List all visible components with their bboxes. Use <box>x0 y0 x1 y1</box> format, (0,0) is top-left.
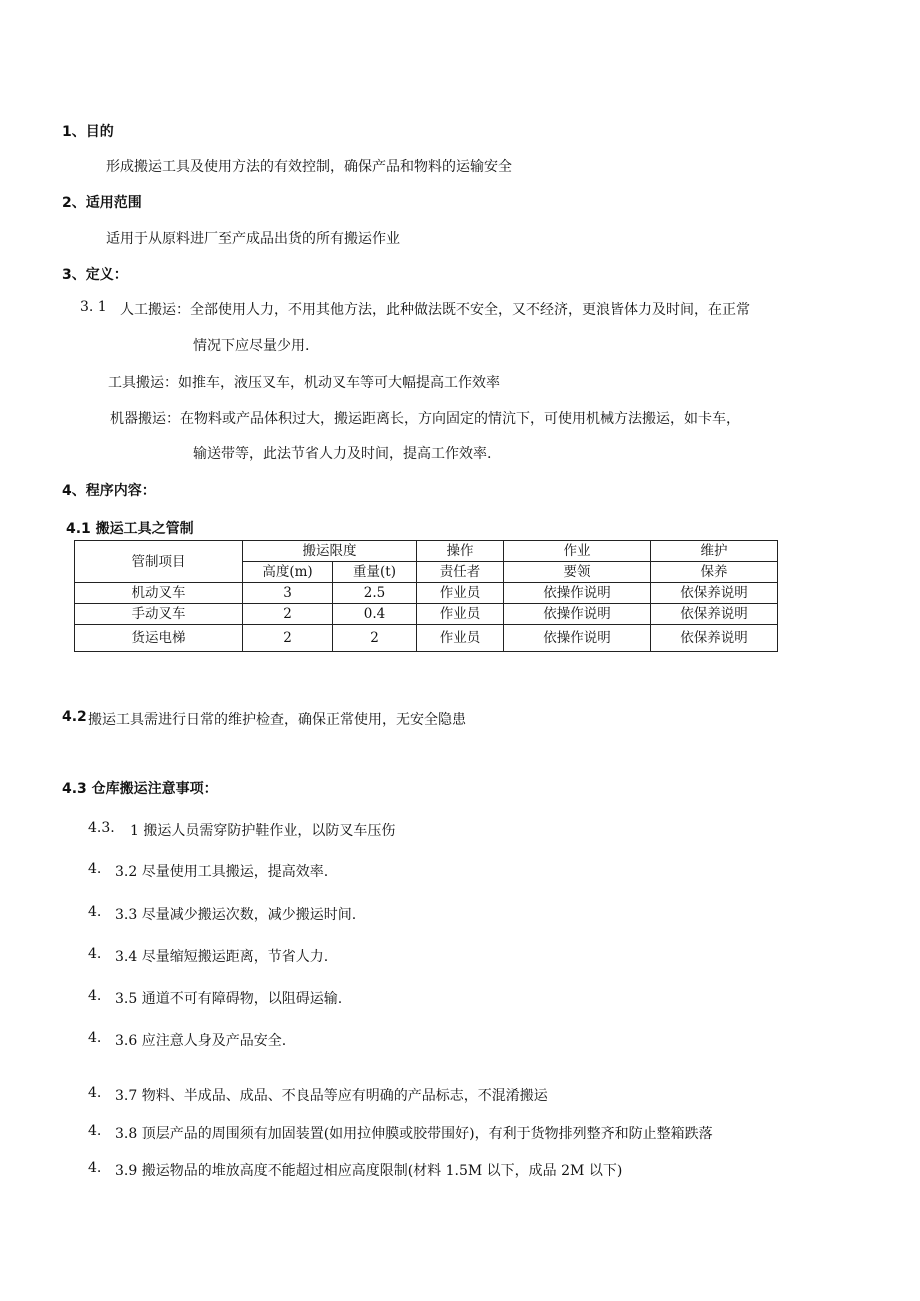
row-maint: 依保养说明 <box>651 583 778 604</box>
note-text: 3.4 尽量缩短搬运距离，节省人力. <box>115 949 329 965</box>
row-weight: 2.5 <box>333 583 417 604</box>
note-number: 4. <box>88 1085 102 1101</box>
definition-machine-line2: 输送带等，此法节省人力及时间，提高工作效率. <box>193 446 492 462</box>
section-4-title: 4、程序内容： <box>62 483 156 499</box>
section-3-title: 3、定义： <box>62 267 128 283</box>
section-2-body: 适用于从原料进厂至产成品出货的所有搬运作业 <box>106 231 400 247</box>
subsection-4-2-body: 搬运工具需进行日常的维护检查，确保正常使用，无安全隐患 <box>88 712 466 728</box>
subsection-4-1-title: 4.1 搬运工具之管制 <box>66 521 194 537</box>
note-number: 4. <box>88 1030 102 1046</box>
definition-manual-line1: 人工搬运：全部使用人力，不用其他方法，此种做法既不安全，又不经济，更浪皆体力及时间，在正常 <box>120 302 750 318</box>
note-number: 4. <box>88 946 102 962</box>
row-operator: 作业员 <box>417 604 504 625</box>
section-1-body: 形成搬运工具及使用方法的有效控制，确保产品和物料的运输安全 <box>106 159 512 175</box>
note-number: 4. <box>88 861 102 877</box>
section-1-title: 1、目的 <box>62 124 114 140</box>
note-number: 4. <box>88 988 102 1004</box>
note-text: 3.9 搬运物品的堆放高度不能超过相应高度限制(材料 1.5M 以下，成品 2M 以下) <box>115 1163 623 1179</box>
note-text: 3.8 顶层产品的周围须有加固装置(如用拉伸膜或胶带围好)，有利于货物排列整齐和防止整箱跌落 <box>115 1126 713 1142</box>
row-height: 2 <box>243 604 333 625</box>
row-work: 依操作说明 <box>504 604 651 625</box>
row-maint: 依保养说明 <box>651 604 778 625</box>
header-essentials: 要领 <box>504 562 651 583</box>
header-responsible: 责任者 <box>417 562 504 583</box>
note-number: 4. <box>88 1123 102 1139</box>
note-text: 3.5 通道不可有障碍物，以阻碍运输. <box>115 991 343 1007</box>
row-item: 机动叉车 <box>75 583 243 604</box>
table-row <box>75 583 778 604</box>
header-work: 作业 <box>504 541 651 562</box>
note-text: 1 搬运人员需穿防护鞋作业，以防叉车压伤 <box>130 823 396 839</box>
header-height: 高度(m) <box>243 562 333 583</box>
subsection-4-2-number: 4.2 <box>62 709 87 725</box>
subsection-4-3-title: 4.3 仓库搬运注意事项： <box>62 781 218 797</box>
row-weight: 0.4 <box>333 604 417 625</box>
note-text: 3.6 应注意人身及产品安全. <box>115 1033 287 1049</box>
header-maintenance: 维护 <box>651 541 778 562</box>
header-control-item: 管制项目 <box>75 541 243 583</box>
row-work: 依操作说明 <box>504 583 651 604</box>
handling-tools-table <box>74 540 778 652</box>
row-maint: 依保养说明 <box>651 625 778 652</box>
row-height: 3 <box>243 583 333 604</box>
note-number: 4.3. <box>88 820 115 836</box>
definition-tool: 工具搬运：如推车，液压叉车，机动叉车等可大幅提高工作效率 <box>108 375 500 391</box>
header-handling-limit: 搬运限度 <box>243 541 417 562</box>
definition-manual-number: 3. 1 <box>80 299 107 315</box>
table-row <box>75 625 778 652</box>
header-operation: 操作 <box>417 541 504 562</box>
definition-machine-line1: 机器搬运：在物料或产品体积过大，搬运距离长，方向固定的情沆下，可使用机械方法搬运，如卡车， <box>110 411 740 427</box>
note-text: 3.2 尽量使用工具搬运，提高效率. <box>115 864 329 880</box>
note-number: 4. <box>88 1160 102 1176</box>
note-text: 3.3 尽量减少搬运次数，减少搬运时间. <box>115 907 357 923</box>
header-weight: 重量(t) <box>333 562 417 583</box>
row-operator: 作业员 <box>417 583 504 604</box>
table-header-row <box>75 541 778 562</box>
row-item: 货运电梯 <box>75 625 243 652</box>
row-work: 依操作说明 <box>504 625 651 652</box>
note-text: 3.7 物料、半成品、成品、不良品等应有明确的产品标志，不混淆搬运 <box>115 1088 548 1104</box>
row-operator: 作业员 <box>417 625 504 652</box>
table-row <box>75 604 778 625</box>
row-weight: 2 <box>333 625 417 652</box>
row-height: 2 <box>243 625 333 652</box>
section-2-title: 2、适用范围 <box>62 195 142 211</box>
definition-manual-line2: 情况下应尽量少用. <box>193 338 310 354</box>
header-upkeep: 保养 <box>651 562 778 583</box>
row-item: 手动叉车 <box>75 604 243 625</box>
note-number: 4. <box>88 904 102 920</box>
